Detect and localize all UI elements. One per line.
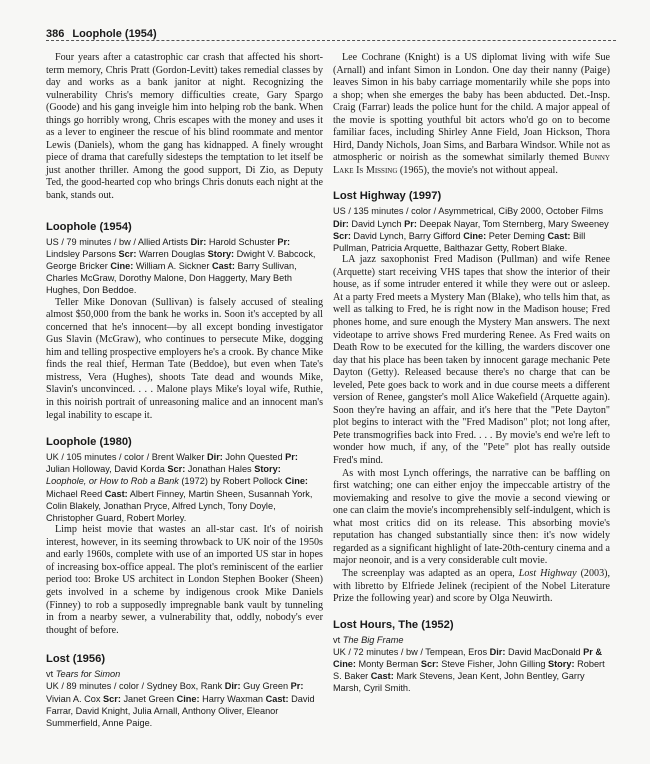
left-column [46, 52, 323, 729]
continued-paragraph: Four years after a catastrophic car crash that affected his short-term memory, Chris Pratt (Gordon-Levitt) takes remedial classes by day and works as a bank janitor at night. Recognizing the vulnerability Chris's memory difficulties create, Gary Spargo (Goode) and his gang inveigle him into helping rob the bank. When things go horribly wrong, Chris escapes with the money and uses it as a lever to engineer the rescue of his blind roommate and mentor Lewis (Daniels), whom the gang has kidnapped. A finely wrought piece of drama that carefully sidesteps the temptation to let itself be just another thriller. Among the good support, Di Zio, as Deputy Ted, the good-hearted cop who brings Chris donuts each night at the bank, stands out. [46, 52, 323, 202]
entry-vt-lost-1956: vt Tears for Simon [46, 669, 121, 680]
entry-title-lost-highway: Lost Highway (1997) [333, 190, 442, 203]
entry-title-lost-hours: Lost Hours, The (1952) [333, 618, 454, 631]
header-rule [46, 40, 616, 41]
entry-credits-lost-highway: US / 135 minutes / color / Asymmetrical, CiBy 2000, October Films Dir: David Lynch Pr: Deepak Nayar, Tom Sternberg, Mary Sweeney Scr: David Lynch, Barry Gifford Cine: Peter Deming Cast: Bill Pullman, Patricia Arquette, Balthazar Getty, Robert Blake. [333, 206, 609, 254]
entry-credits-lost-hours: UK / 72 minutes / bw / Tempean, Eros Dir: David MacDonald Pr & Cine: Monty Berman Scr: Steve Fisher, John Gilling Story: Robert S. Baker Cast: Mark Stevens, Jean Kent, John Bentley, Garry Marsh, Cyril Smith. [333, 646, 605, 694]
entry-review-loophole-1980: Limp heist movie that wastes an all-star cast. It's of noirish interest, however, in its seeming throwback to UK noir of the 1950s and early 1960s, complete with use of an imported US star in hopes of increasing box-office appeal. The plot's reminiscent of the earlier period too: Broke US architect in London Stephen Booker (Sheen) gets involved in a scheme by indigenous crook Mike Daniels (Finney) to rob a supposedly impregnable bank vault by tunneling in from a nearby sewer, a vulnerability that, oddly, nobody's ever thought of before. [46, 524, 323, 636]
entry-credits-loophole-1954: US / 79 minutes / bw / Allied Artists Dir: Harold Schuster Pr: Lindsley Parsons Scr: Warren Douglas Story: Dwight V. Babcock, George Bricker Cine: William A. Sickner Cast: Barry Sullivan, Charles McGraw, Dorothy Malone, Don Haggerty, Mary Beth Hughes, Don Beddoe. [46, 236, 316, 296]
entry-vt-lost-hours: vt The Big Frame [333, 634, 404, 645]
entry-review-lost-highway-p2: As with most Lynch offerings, the narrative can be baffling on first watching; one can either enjoy the impeccable artistry of the moviemaking and resolve to give the movie a second viewing or one can claim the movie's incomprehensibly self-indulgent, which is what most critics did on its release. This absorbing movie's reputation has changed substantially since then: it's now widely regarded as a significant highlight of late-20th-century cinema and a major neonoir, and is a very considerable cult movie. [333, 467, 610, 567]
entry-credits-lost-1956: UK / 89 minutes / color / Sydney Box, Rank Dir: Guy Green Pr: Vivian A. Cox Scr: Janet Green Cine: Harry Waxman Cast: David Farrar, David Knight, Julia Arnall, Anthony Oliver, Eleanor Summerfield, Anne Paige. [46, 681, 315, 728]
running-title: Loophole (1954) [72, 28, 157, 40]
right-column [333, 52, 610, 695]
continued-paragraph-lost-1956: Lee Cochrane (Knight) is a US diplomat living with wife Sue (Arnall) and infant Simon in London. One day their nanny (Paige) leaves Simon in his baby carriage momentarily while she pops into a shop; when she emerges the baby has been abducted. Det.-Insp. Craig (Farrar) leads the police hunt for the child. A major appeal of the movie is spotting youthful bit actors who'd go on to become familiar faces, including Shirley Anne Field, Joan Hickson, Thora Hird, Dandy Nichols, Joan Sims, and Barbara Windsor. While not as atmospheric or noirish as the somewhat similarly themed Bunny Lake Is Missing (1965), the movie's not without appeal. [333, 52, 610, 176]
entry-title-loophole-1980: Loophole (1980) [46, 436, 132, 449]
entry-review-lost-highway-p1: LA jazz saxophonist Fred Madison (Pullman) and wife Renee (Arquette) start receiving VHS tapes that show the interior of their house, as if some intruder entered it while they were out or asleep. At a party Fred meets a Mystery Man (Blake), who tells him that, as well as talking to Fred, he is right now in the Madison house; Fred phones home, and sure enough the Mystery Man answers. The next videotape to arrive shows Fred murdering Renee. As Fred waits on Death Row to be executed for the killing, the warders discover one day that his place has been taken by innocent garage mechanic Pete Dayton (Getty). Released because there's no charge that can be leveled, Pete goes back to work and in due course meets a different version of Renee, gangster's moll Alice Wakefield (Arquette again). Soon they're having an affair, and it's here that the "Pete Dayton" plot begins to interact with the "Fred Madison" plot; not long after, Pete transmogrifies back into Fred. . . . By movie's end we're left to wonder how much, if any, of the "Pete" plot has really outside Fred's mind. [333, 254, 610, 467]
entry-title-loophole-1954: Loophole (1954) [46, 220, 132, 233]
page-header [46, 24, 616, 42]
entry-title-lost-1956: Lost (1956) [46, 653, 106, 666]
entry-review-lost-highway-p3: The screenplay was adapted as an opera, Lost Highway (2003), with libretto by Elfriede Jelinek (recipient of the Nobel Literature Prize the following year) and score by Olga Neuwirth. [333, 567, 611, 605]
page-number: 386 [46, 28, 65, 40]
entry-review-loophole-1954: Teller Mike Donovan (Sullivan) is falsely accused of stealing almost $50,000 from the bank he works in. Soon it's accepted by all concerned that he's innocent—by all except bonding investigator Gus Slavin (McGraw), who continues to persecute Mike, dogging him and telling prospective employers he's a crook. By chance Mike finds the real thief, Herman Tate (Beddoe), but even when Tate's mistress, Vera (Hughes), shoots Tate dead and wounds Mike, Slavin's unconvinced. . . . Malone plays Mike's loyal wife, Ruthie, in this noirish portrait of unreasoning malice and an innocent man's legal inability to escape it. [46, 296, 323, 421]
entry-credits-loophole-1980: UK / 105 minutes / color / Brent Walker Dir: John Quested Pr: Julian Holloway, David Korda Scr: Jonathan Hales Story: Loophole, or How to Rob a Bank (1972) by Robert Pollock Cine: Michael Reed Cast: Albert Finney, Martin Sheen, Susannah York, Colin Blakely, Jonathan Pryce, Alfred Lynch, Tony Doyle, Christopher Guard, Robert Morley. [46, 452, 313, 524]
